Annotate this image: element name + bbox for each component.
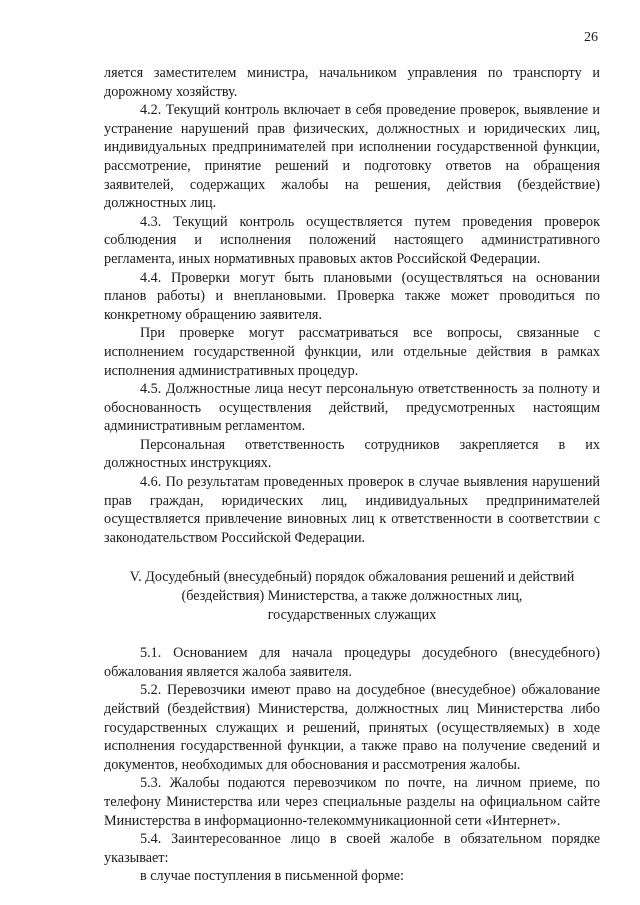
- paragraph: 5.3. Жалобы подаются перевозчиком по почте, на личном приеме, по телефону Министерства или через специальные разделы на официальном сайте Министерства в информационно-телекоммуникационной сети «Интернет».: [104, 775, 600, 829]
- section-heading-line: государственных служащих: [267, 606, 437, 623]
- section-heading-line: (бездействия) Министерства, а также должностных лиц,: [181, 588, 523, 605]
- paragraph: 4.3. Текущий контроль осуществляется путем проведения проверок соблюдения и исполнения положений настоящего административного регламента, иных нормативных правовых актов Российской Федерации.: [104, 213, 600, 267]
- paragraph: 4.5. Должностные лица несут персональную ответственность за полноту и обоснованность осуществления действий, предусмотренных настоящим административным регламентом.: [104, 381, 600, 435]
- paragraph: При проверке могут рассматриваться все вопросы, связанные с исполнением государственной функции, или отдельные действия в рамках исполнения административных процедур.: [104, 325, 600, 379]
- section-heading: [104, 568, 600, 624]
- paragraph: 5.2. Перевозчики имеют право на досудебное (внесудебное) обжалование действий (бездействия) Министерства, должностных лиц Министерства либо государственных служащих и решений, принятых (осуществляемых) в ходе исполнения государственной функции, а также право на получение сведений и документов, необходимых для обоснования и рассмотрения жалобы.: [104, 682, 600, 773]
- paragraph: 4.2. Текущий контроль включает в себя проведение проверок, выявление и устранение нарушений прав физических, должностных и юридических лиц, индивидуальных предпринимателей при исполнении государственной функции, рассмотрение, принятие решений и подготовку ответов на обращения заявителей, содержащих жалобы на решения, действия (бездействие) должностных лиц.: [104, 102, 600, 212]
- paragraph: 4.6. По результатам проведенных проверок в случае выявления нарушений прав граждан, юридических лиц, индивидуальных предпринимателей осуществляется привлечение виновных лиц к ответственности в соответствии с законодательством Российской Федерации.: [104, 474, 600, 546]
- paragraph: ляется заместителем министра, начальником управления по транспорту и дорожному хозяйству.: [104, 65, 600, 100]
- section-heading-line: V. Досудебный (внесудебный) порядок обжалования решений и действий: [129, 569, 575, 586]
- paragraph: 4.4. Проверки могут быть плановыми (осуществляться на основании планов работы) и внеплановыми. Проверка также может проводиться по конкретному обращению заявителя.: [104, 269, 600, 323]
- paragraph: в случае поступления в письменной форме:: [140, 868, 404, 885]
- page-number: 26: [584, 30, 598, 45]
- document-body: [104, 64, 600, 886]
- paragraph: Персональная ответственность сотрудников закрепляется в их должностных инструкциях.: [104, 436, 600, 472]
- paragraph: 5.1. Основанием для начала процедуры досудебного (внесудебного) обжалования является жалоба заявителя.: [104, 645, 600, 680]
- paragraph: 5.4. Заинтересованное лицо в своей жалобе в обязательном порядке указывает:: [104, 831, 600, 866]
